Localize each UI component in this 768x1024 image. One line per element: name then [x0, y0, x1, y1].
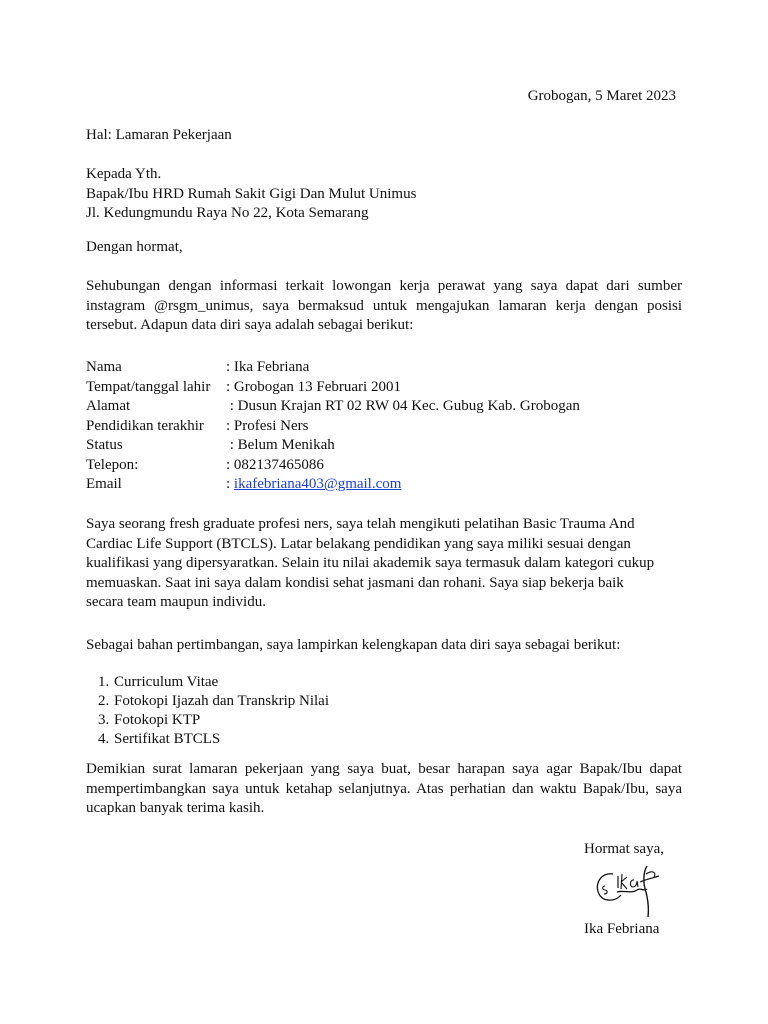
list-text: Sertifikat BTCLS: [114, 731, 221, 747]
paragraph-closing: [86, 760, 682, 819]
data-value: [226, 475, 401, 495]
list-number: 3.: [98, 712, 110, 728]
email-link[interactable]: ikafebriana403@gmail.com: [233, 476, 402, 492]
data-value: : 082137465086: [226, 456, 324, 473]
paragraph-intro-line: tersebut. Adapun data diri saya adalah sebagai berikut:: [86, 317, 414, 333]
opening-salutation: Dengan hormat,: [86, 239, 183, 255]
data-row-pendidikan: [86, 417, 580, 437]
paragraph-closing-line: ucapkan banyak terima kasih.: [86, 800, 265, 816]
data-label: Tempat/tanggal lahir: [86, 378, 211, 395]
data-row-nama: [86, 358, 580, 378]
letter-date: Grobogan, 5 Maret 2023: [527, 88, 676, 104]
list-number: 4.: [98, 731, 110, 747]
list-number: 2.: [98, 693, 110, 709]
data-value: : Ika Febriana: [226, 359, 310, 375]
paragraph-qualifications-line: secara team maupun individu.: [86, 594, 266, 610]
list-item: [98, 692, 329, 711]
attachments-intro: Sebagai bahan pertimbangan, saya lampirkan kelengkapan data diri saya sebagai berikut:: [86, 637, 621, 653]
recipient-name: Bapak/Ibu HRD Rumah Sakit Gigi Dan Mulut Unimus: [86, 185, 417, 202]
recipient-address: Jl. Kedungmundu Raya No 22, Kota Semarang: [86, 205, 369, 221]
data-row-email: [86, 475, 580, 495]
data-label: Email: [86, 476, 122, 492]
data-row-ttl: [86, 378, 580, 398]
signature-image: [591, 862, 663, 920]
data-value: : Dusun Krajan RT 02 RW 04 Kec. Gubug Kab. Grobogan: [226, 398, 580, 414]
data-value: : Belum Menikah: [226, 437, 335, 453]
closing-phrase: Hormat saya,: [584, 841, 664, 857]
data-label: Pendidikan terakhir: [86, 417, 204, 434]
letter-subject: Hal: Lamaran Pekerjaan: [86, 127, 232, 143]
list-item: [98, 730, 329, 749]
list-text: Curriculum Vitae: [114, 674, 219, 690]
list-text: Fotokopi KTP: [114, 712, 201, 728]
data-label: Alamat: [86, 398, 131, 414]
paragraph-intro: [86, 277, 682, 336]
paragraph-qualifications-line: Cardiac Life Support (BTCLS). Latar belakang pendidikan yang saya miliki sesuai dengan: [86, 535, 631, 552]
letter-page: [86, 0, 682, 1024]
list-item: [98, 711, 329, 730]
paragraph-qualifications-line: kualifikasi yang dipersyaratkan. Selain itu nilai akademik saya termasuk dalam kategori cukup: [86, 555, 655, 571]
personal-data-table: [86, 358, 580, 495]
list-item: [98, 673, 329, 692]
attachments-list: [98, 673, 329, 749]
data-row-alamat: [86, 397, 580, 417]
paragraph-closing-line: mempertimbangkan saya untuk ketahap selanjutnya. Atas perhatian dan waktu Bapak/Ibu, saya: [86, 780, 682, 797]
recipient-block: [86, 165, 416, 224]
data-label: Telepon:: [86, 456, 139, 473]
data-value: : Profesi Ners: [226, 417, 309, 434]
data-value: : Grobogan 13 Februari 2001: [226, 378, 401, 395]
paragraph-intro-line: instagram @rsgm_unimus, saya bermaksud untuk mengajukan lamaran kerja dengan posisi: [86, 297, 682, 314]
data-row-status: [86, 436, 580, 456]
paragraph-qualifications-line: memuaskan. Saat ini saya dalam kondisi sehat jasmani dan rohani. Saya siap bekerja baik: [86, 574, 624, 591]
list-number: 1.: [98, 674, 110, 690]
email-prefix: :: [226, 476, 234, 492]
data-row-telepon: [86, 456, 580, 476]
paragraph-closing-line: Demikian surat lamaran pekerjaan yang saya buat, besar harapan saya agar Bapak/Ibu dapat: [86, 761, 682, 777]
paragraph-intro-line: Sehubungan dengan informasi terkait lowongan kerja perawat yang saya dapat dari sumber: [86, 278, 682, 294]
paragraph-qualifications: [86, 515, 655, 613]
data-label: Nama: [86, 359, 122, 375]
signer-name: Ika Febriana: [584, 921, 660, 937]
paragraph-qualifications-line: Saya seorang fresh graduate profesi ners, saya telah mengikuti pelatihan Basic Trauma And: [86, 516, 635, 532]
data-label: Status: [86, 437, 123, 453]
list-text: Fotokopi Ijazah dan Transkrip Nilai: [114, 693, 329, 709]
recipient-greeting: Kepada Yth.: [86, 166, 162, 182]
